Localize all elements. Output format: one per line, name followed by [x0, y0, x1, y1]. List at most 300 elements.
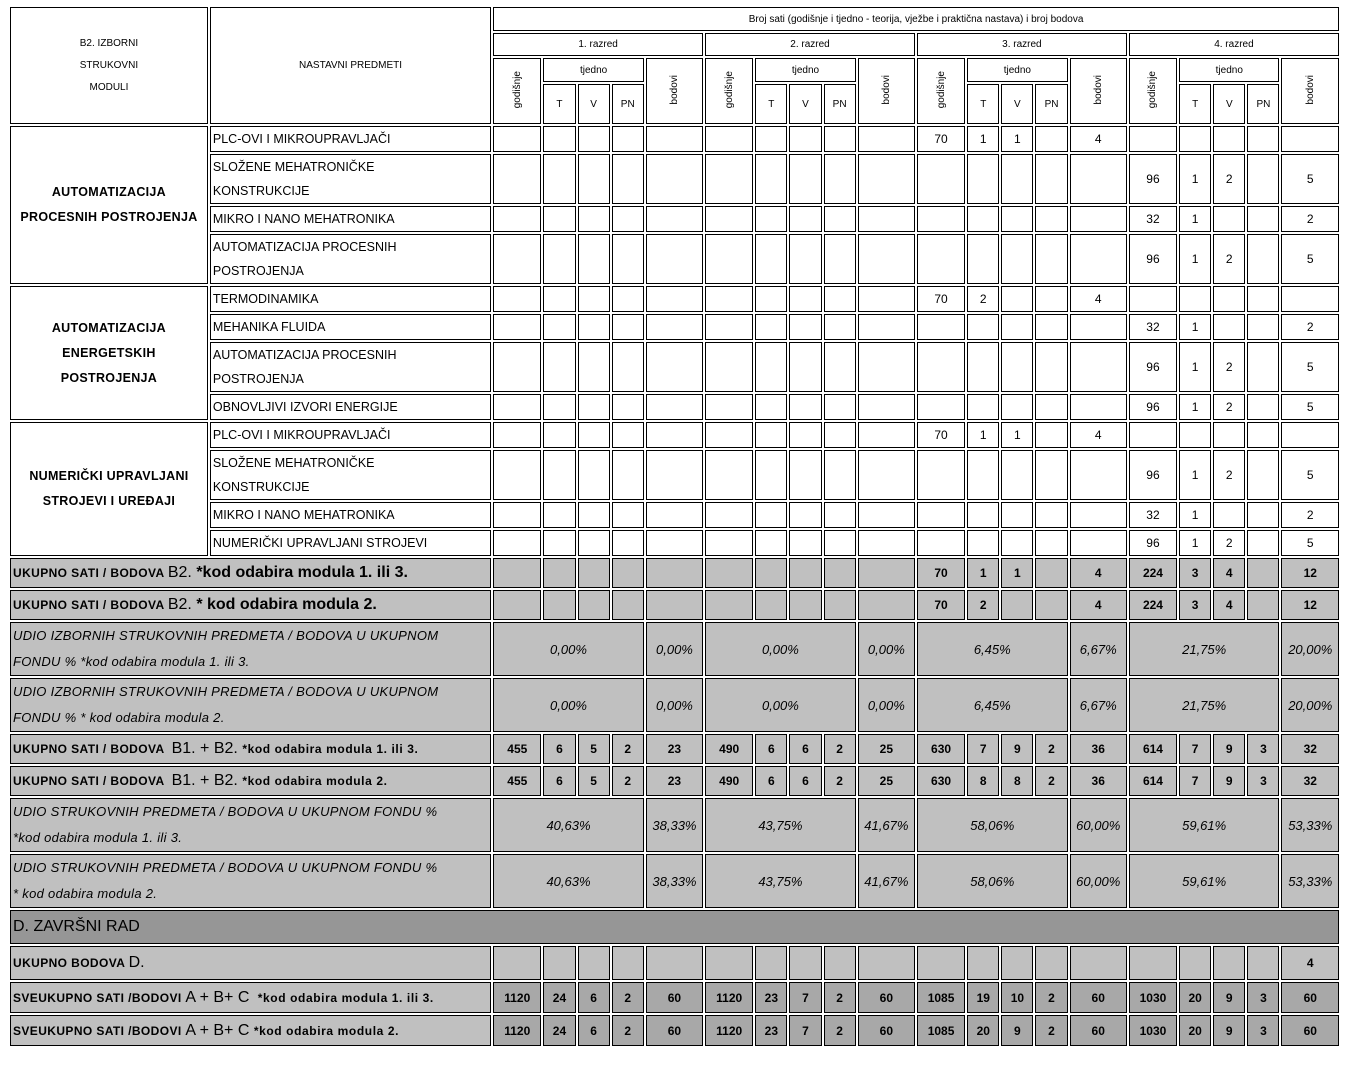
hours-share: 40,63% [493, 798, 644, 852]
cell-hours-year [705, 206, 753, 232]
total-pn [612, 558, 644, 588]
cell-t: 1 [1179, 206, 1211, 232]
cell-points: 5 [1281, 450, 1339, 500]
table-row [10, 622, 1339, 676]
points-share: 6,67% [1070, 622, 1127, 676]
total-label [10, 1015, 491, 1046]
yearly-header [705, 58, 753, 124]
share-label-line: * kod odabira modula 2. [13, 886, 158, 901]
cell-hours-year [1129, 286, 1177, 312]
cell-v: 2 [1213, 450, 1245, 500]
grade-header: 1. razred [493, 33, 703, 56]
cell-hours-year: 96 [1129, 342, 1177, 392]
cell-t [967, 450, 999, 500]
yearly-label: godišnje [511, 70, 523, 109]
v-header: V [1001, 84, 1033, 124]
total-t: 6 [543, 734, 575, 764]
cell-t [967, 342, 999, 392]
points-share: 0,00% [646, 678, 703, 732]
cell-pn [1247, 154, 1279, 204]
cell-hours-year: 96 [1129, 450, 1177, 500]
weekly-header: tjedno [755, 58, 855, 82]
cell-hours-year [493, 154, 541, 204]
cell-v [1001, 154, 1033, 204]
cell-hours-year [705, 530, 753, 556]
total-v [578, 558, 610, 588]
cell-pn [1035, 342, 1067, 392]
table-row [10, 798, 1339, 852]
cell-pn [1035, 530, 1067, 556]
total-t: 3 [1179, 558, 1211, 588]
cell-hours-year [493, 502, 541, 528]
total-points: 23 [646, 734, 703, 764]
cell-t [967, 502, 999, 528]
weekly-header: tjedno [967, 58, 1067, 82]
cell-pn [1035, 206, 1067, 232]
cell-t: 1 [1179, 502, 1211, 528]
table-row [10, 982, 1339, 1013]
cell-pn [824, 126, 856, 152]
cell-t: 1 [1179, 314, 1211, 340]
points-share: 53,33% [1281, 798, 1339, 852]
total-label [10, 982, 491, 1013]
cell-hours-year: 70 [917, 286, 965, 312]
hours-share: 58,06% [917, 798, 1068, 852]
total-label [10, 734, 491, 764]
cell-v [1001, 530, 1033, 556]
cell-hours-year [493, 314, 541, 340]
total-hours-year: 1120 [705, 1015, 753, 1046]
cell-v [1001, 342, 1033, 392]
cell-t [755, 450, 787, 500]
module-name [10, 422, 208, 556]
cell-pn [612, 394, 644, 420]
cell-hours-year [917, 234, 965, 284]
points-header [858, 58, 915, 124]
cell-hours-year [493, 234, 541, 284]
cell-t: 1 [1179, 234, 1211, 284]
cell-v: 2 [1213, 394, 1245, 420]
points-label: bodovi [880, 74, 892, 105]
cell-t [755, 314, 787, 340]
hours-share: 21,75% [1129, 678, 1280, 732]
total-label-part: UKUPNO BODOVA [13, 956, 129, 970]
total-v [578, 946, 610, 980]
cell-t [967, 234, 999, 284]
table-row [10, 1015, 1339, 1046]
subject-line: MIKRO I NANO MEHATRONIKA [212, 508, 395, 522]
total-hours-year [917, 946, 965, 980]
table-row [10, 678, 1339, 732]
cell-v: 2 [1213, 530, 1245, 556]
cell-hours-year [493, 450, 541, 500]
total-v: 1 [1001, 558, 1033, 588]
total-points: 32 [1281, 766, 1339, 796]
total-label-part: UKUPNO SATI / BODOVA [13, 774, 172, 788]
total-v: 5 [578, 734, 610, 764]
total-v: 9 [1213, 766, 1245, 796]
cell-hours-year [705, 314, 753, 340]
total-hours-year: 1085 [917, 1015, 965, 1046]
total-label-part: UKUPNO SATI / BODOVA [13, 598, 168, 612]
total-hours-year: 1120 [493, 982, 541, 1013]
total-pn: 2 [824, 982, 856, 1013]
cell-t [967, 530, 999, 556]
total-hours-year: 1085 [917, 982, 965, 1013]
cell-hours-year [1129, 422, 1177, 448]
total-points: 4 [1070, 590, 1127, 620]
hours-share: 0,00% [705, 622, 856, 676]
total-pn [824, 590, 856, 620]
cell-points [858, 286, 915, 312]
table-row [10, 314, 1339, 340]
total-t [543, 590, 575, 620]
total-pn: 2 [824, 734, 856, 764]
total-pn: 2 [1035, 982, 1067, 1013]
cell-hours-year [917, 394, 965, 420]
total-pn: 3 [1247, 982, 1279, 1013]
points-share: 38,33% [646, 798, 703, 852]
cell-t: 1 [1179, 530, 1211, 556]
total-pn [612, 946, 644, 980]
weekly-header: tjedno [1179, 58, 1279, 82]
cell-pn [1247, 530, 1279, 556]
cell-points [646, 342, 703, 392]
cell-points [1070, 154, 1127, 204]
subject-name [210, 286, 491, 312]
cell-v [789, 286, 821, 312]
cell-t [755, 286, 787, 312]
subject-line: PLC-OVI I MIKROUPRAVLJAČI [212, 428, 391, 442]
table-row [10, 206, 1339, 232]
hours-share: 0,00% [493, 678, 644, 732]
total-points: 60 [1070, 1015, 1127, 1046]
total-t: 6 [755, 734, 787, 764]
cell-points [1070, 394, 1127, 420]
points-share: 53,33% [1281, 854, 1339, 908]
total-t: 6 [755, 766, 787, 796]
table-row [10, 342, 1339, 392]
yearly-header [917, 58, 965, 124]
cell-pn [824, 154, 856, 204]
total-v: 6 [789, 734, 821, 764]
table-row [10, 946, 1339, 980]
total-hours-year [705, 946, 753, 980]
total-pn: 2 [1035, 734, 1067, 764]
total-pn [1247, 590, 1279, 620]
points-label: bodovi [1092, 74, 1104, 105]
cell-t [543, 530, 575, 556]
cell-v [789, 314, 821, 340]
cell-points: 4 [1070, 422, 1127, 448]
cell-t [543, 286, 575, 312]
cell-t: 1 [1179, 394, 1211, 420]
total-points [858, 558, 915, 588]
cell-v: 2 [1213, 154, 1245, 204]
cell-points [646, 286, 703, 312]
points-share: 41,67% [858, 798, 915, 852]
cell-v [1213, 126, 1245, 152]
points-share: 0,00% [858, 622, 915, 676]
cell-hours-year [493, 342, 541, 392]
cell-v [578, 154, 610, 204]
total-v: 7 [789, 982, 821, 1013]
total-v [1001, 946, 1033, 980]
total-pn: 2 [612, 734, 644, 764]
cell-t [543, 234, 575, 284]
cell-hours-year [917, 502, 965, 528]
total-label-part: *kod odabira modula 2. [242, 774, 388, 788]
cell-hours-year: 32 [1129, 502, 1177, 528]
subject-line: AUTOMATIZACIJA PROCESNIH [212, 240, 397, 254]
cell-hours-year: 96 [1129, 394, 1177, 420]
cell-hours-year: 96 [1129, 154, 1177, 204]
total-t [755, 558, 787, 588]
v-header: V [789, 84, 821, 124]
cell-hours-year [705, 154, 753, 204]
module-name [10, 286, 208, 420]
total-label-part: *kod odabira modula 1. ili 3. [242, 742, 419, 756]
hours-share: 0,00% [493, 622, 644, 676]
subject-line: SLOŽENE MEHATRONIČKE [212, 160, 375, 174]
total-t: 3 [1179, 590, 1211, 620]
cell-points [1070, 206, 1127, 232]
total-pn: 3 [1247, 766, 1279, 796]
cell-hours-year [705, 450, 753, 500]
subject-name [210, 126, 491, 152]
cell-hours-year: 70 [917, 126, 965, 152]
share-label-line: FONDU % *kod odabira modula 1. ili 3. [13, 654, 250, 669]
share-label-line: UDIO STRUKOVNIH PREDMETA / BODOVA U UKUPNOM FONDU % [13, 804, 438, 819]
total-v: 9 [1001, 1015, 1033, 1046]
cell-v [578, 450, 610, 500]
subject-line: POSTROJENJA [212, 372, 304, 386]
cell-v: 1 [1001, 422, 1033, 448]
subject-name [210, 154, 491, 204]
total-t [543, 558, 575, 588]
cell-t: 1 [967, 422, 999, 448]
cell-t [755, 234, 787, 284]
module-column-header [10, 7, 208, 124]
hours-share: 21,75% [1129, 622, 1280, 676]
total-t: 23 [755, 1015, 787, 1046]
cell-v [578, 206, 610, 232]
total-t [755, 590, 787, 620]
points-share: 6,67% [1070, 678, 1127, 732]
section-header: D. ZAVRŠNI RAD [10, 910, 1339, 944]
cell-t: 2 [967, 286, 999, 312]
cell-points [1070, 502, 1127, 528]
cell-pn [824, 530, 856, 556]
cell-points [1070, 530, 1127, 556]
total-t [1179, 946, 1211, 980]
points-label: bodovi [668, 74, 680, 105]
total-label-part: *kod odabira modula 1. ili 3. [253, 990, 434, 1005]
cell-pn [612, 530, 644, 556]
cell-pn [1247, 206, 1279, 232]
total-v: 9 [1001, 734, 1033, 764]
subject-name [210, 314, 491, 340]
cell-t [543, 502, 575, 528]
cell-hours-year [705, 126, 753, 152]
cell-t [755, 154, 787, 204]
pn-header: PN [612, 84, 644, 124]
subject-line: NUMERIČKI UPRAVLJANI STROJEVI [212, 536, 428, 550]
points-share: 0,00% [858, 678, 915, 732]
total-label [10, 946, 491, 980]
total-label [10, 590, 491, 620]
cell-points: 2 [1281, 502, 1339, 528]
cell-t [543, 126, 575, 152]
hours-share: 40,63% [493, 854, 644, 908]
total-hours-year: 224 [1129, 558, 1177, 588]
table-row [10, 450, 1339, 500]
hours-share: 0,00% [705, 678, 856, 732]
cell-pn [612, 314, 644, 340]
points-share: 38,33% [646, 854, 703, 908]
subject-line: POSTROJENJA [212, 264, 304, 278]
total-label-part: *kod odabira modula 1. ili 3. [196, 564, 408, 581]
total-v: 8 [1001, 766, 1033, 796]
total-points: 36 [1070, 766, 1127, 796]
cell-hours-year: 96 [1129, 234, 1177, 284]
cell-t: 1 [1179, 154, 1211, 204]
table-row [10, 854, 1339, 908]
share-label-line: UDIO IZBORNIH STRUKOVNIH PREDMETA / BODOVA U UKUPNOM [13, 628, 439, 643]
cell-points [1070, 234, 1127, 284]
cell-v [578, 422, 610, 448]
cell-points [646, 234, 703, 284]
total-hours-year: 1030 [1129, 1015, 1177, 1046]
cell-points [858, 502, 915, 528]
total-hours-year [493, 946, 541, 980]
cell-t [543, 314, 575, 340]
total-t: 7 [1179, 766, 1211, 796]
curriculum-table [8, 5, 1341, 1048]
cell-v [789, 234, 821, 284]
total-points: 4 [1070, 558, 1127, 588]
cell-points [858, 342, 915, 392]
header-line: B2. IZBORNI [79, 37, 139, 49]
module-name [10, 126, 208, 284]
total-t: 8 [967, 766, 999, 796]
cell-points [858, 126, 915, 152]
total-hours-year [705, 558, 753, 588]
cell-pn [824, 422, 856, 448]
cell-v [1213, 502, 1245, 528]
yearly-header [1129, 58, 1177, 124]
total-hours-year: 70 [917, 590, 965, 620]
table-row [10, 734, 1339, 764]
cell-points [858, 450, 915, 500]
cell-hours-year [705, 422, 753, 448]
cell-v [1001, 314, 1033, 340]
cell-v: 2 [1213, 342, 1245, 392]
cell-hours-year [917, 314, 965, 340]
total-v: 9 [1213, 1015, 1245, 1046]
cell-points: 5 [1281, 394, 1339, 420]
cell-pn [824, 342, 856, 392]
t-header: T [543, 84, 575, 124]
cell-pn [612, 126, 644, 152]
cell-hours-year [493, 530, 541, 556]
cell-points [646, 502, 703, 528]
yearly-label: godišnje [935, 70, 947, 109]
total-t: 24 [543, 1015, 575, 1046]
cell-pn [1247, 286, 1279, 312]
cell-v [1001, 206, 1033, 232]
total-v: 4 [1213, 558, 1245, 588]
cell-points [1070, 314, 1127, 340]
cell-v [789, 450, 821, 500]
cell-points [1281, 286, 1339, 312]
cell-points [858, 530, 915, 556]
cell-v [789, 422, 821, 448]
hours-share: 59,61% [1129, 798, 1280, 852]
cell-pn [824, 234, 856, 284]
total-t: 24 [543, 982, 575, 1013]
cell-t [543, 394, 575, 420]
total-points: 12 [1281, 558, 1339, 588]
grade-header: 3. razred [917, 33, 1127, 56]
cell-pn [1035, 234, 1067, 284]
cell-points [858, 394, 915, 420]
share-label-line: UDIO STRUKOVNIH PREDMETA / BODOVA U UKUPNOM FONDU % [13, 860, 438, 875]
cell-v [789, 126, 821, 152]
cell-pn [1247, 502, 1279, 528]
subject-line: MEHANIKA FLUIDA [212, 320, 326, 334]
points-header [646, 58, 703, 124]
cell-hours-year [493, 394, 541, 420]
table-row [10, 394, 1339, 420]
points-share: 41,67% [858, 854, 915, 908]
cell-t [755, 206, 787, 232]
total-pn [1035, 946, 1067, 980]
cell-points: 5 [1281, 530, 1339, 556]
cell-pn [612, 502, 644, 528]
total-pn [1035, 558, 1067, 588]
v-header: V [1213, 84, 1245, 124]
table-row [10, 126, 1339, 152]
total-pn [612, 590, 644, 620]
cell-v [578, 126, 610, 152]
cell-t [1179, 126, 1211, 152]
yearly-label: godišnje [723, 70, 735, 109]
total-t: 20 [1179, 1015, 1211, 1046]
total-v: 5 [578, 766, 610, 796]
cell-pn [612, 154, 644, 204]
total-t [967, 946, 999, 980]
cell-v [578, 502, 610, 528]
subject-line: TERMODINAMIKA [212, 292, 319, 306]
total-hours-year: 614 [1129, 766, 1177, 796]
cell-v [578, 530, 610, 556]
hours-share: 59,61% [1129, 854, 1280, 908]
total-label [10, 558, 491, 588]
total-label-part: UKUPNO SATI / BODOVA [13, 566, 168, 580]
cell-points [858, 154, 915, 204]
total-hours-year: 455 [493, 766, 541, 796]
cell-hours-year [705, 342, 753, 392]
module-name-line: AUTOMATIZACIJA [51, 185, 167, 199]
hours-share: 6,45% [917, 622, 1068, 676]
cell-points [858, 206, 915, 232]
total-points: 25 [858, 766, 915, 796]
cell-pn [612, 234, 644, 284]
cell-pn [1035, 126, 1067, 152]
total-points: 4 [1281, 946, 1339, 980]
hours-share: 43,75% [705, 798, 856, 852]
